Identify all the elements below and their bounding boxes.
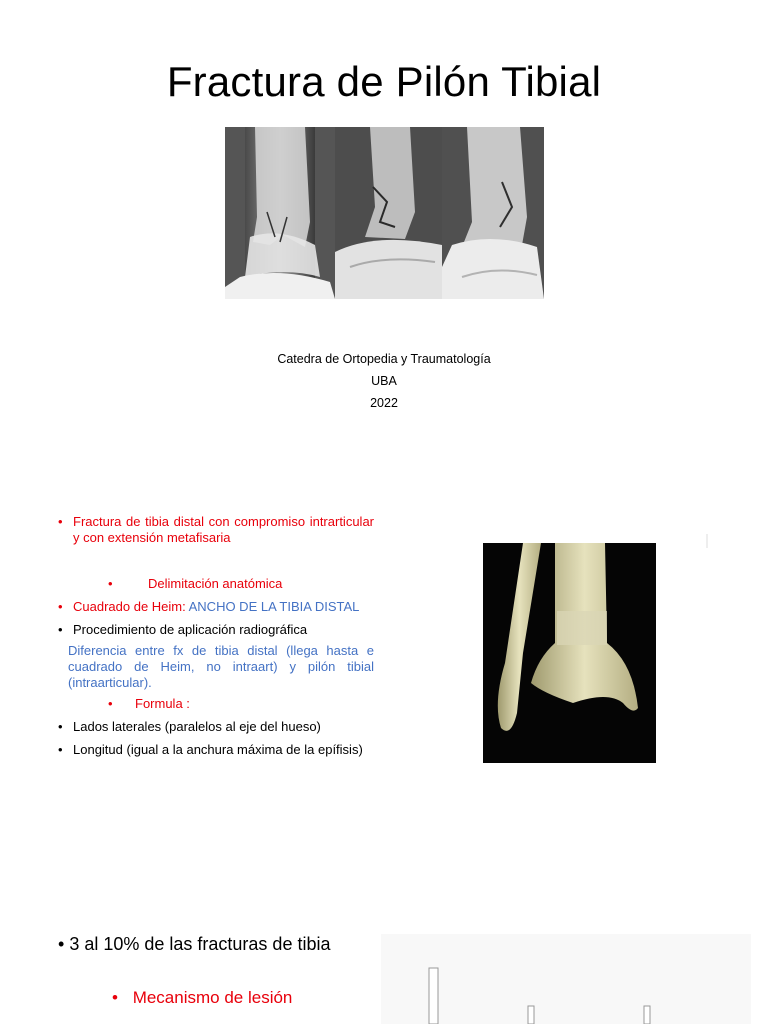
subtitle-line-course: Catedra de Ortopedia y Traumatología [277, 352, 491, 366]
bullet-procedure: • Procedimiento de aplicación radiográfica [58, 622, 308, 637]
bullet-lateral-sides: • Lados laterales (paralelos al eje del hueso) [58, 719, 321, 734]
bullet-formula: • Formula : [108, 696, 190, 711]
subtitle-line-university: UBA [371, 374, 397, 388]
xray-panel-1 [225, 127, 335, 299]
xray-panel-3 [442, 127, 544, 299]
heim-square-highlight: ANCHO DE LA TIBIA DISTAL [188, 599, 360, 614]
bone-model-image [483, 543, 656, 763]
bullet-definition: • Fractura de tibia distal con compromiso intrarticular y con extensión metafisaria [58, 514, 374, 545]
bullet-dot: • [58, 742, 63, 757]
bullet-dot: • [108, 696, 113, 711]
bone-diagram-image [381, 934, 751, 1024]
bullet-mechanism: • Mecanismo de lesión [112, 988, 293, 1007]
bullet-dot: • [58, 719, 63, 734]
slide-epidemiology [0, 900, 768, 1024]
xray-image [225, 127, 544, 299]
bullet-dot: • [58, 934, 65, 954]
bullet-dot: • [58, 622, 63, 637]
bullet-incidence: • 3 al 10% de las fracturas de tibia [58, 934, 331, 954]
bullet-anatomic-delimitation: • Delimitación anatómica [108, 576, 283, 591]
paragraph-difference: Diferencia entre fx de tibia distal (llega hasta e cuadrado de Heim, no intraart) y pilón tibial (intraarticular). [68, 643, 374, 690]
slide-title-heading: Fractura de Pilón Tibial [166, 58, 602, 105]
xray-panel-2 [335, 127, 442, 299]
bullet-dot: • [108, 576, 113, 591]
bullet-dot: • [58, 599, 63, 614]
bullet-dot: • [58, 514, 63, 529]
bullet-length: • Longitud (igual a la anchura máxima de la epífisis) [58, 742, 363, 757]
bullet-heim-square: • Cuadrado de Heim: ANCHO DE LA TIBIA DISTAL [58, 599, 360, 614]
bullet-list [58, 514, 374, 758]
decorative-mark [706, 534, 708, 548]
subtitle-block [0, 348, 768, 414]
slide-title [0, 0, 768, 480]
subtitle-line-year: 2022 [370, 396, 398, 410]
slide-definition [0, 480, 768, 900]
bullet-dot: • [112, 988, 118, 1007]
